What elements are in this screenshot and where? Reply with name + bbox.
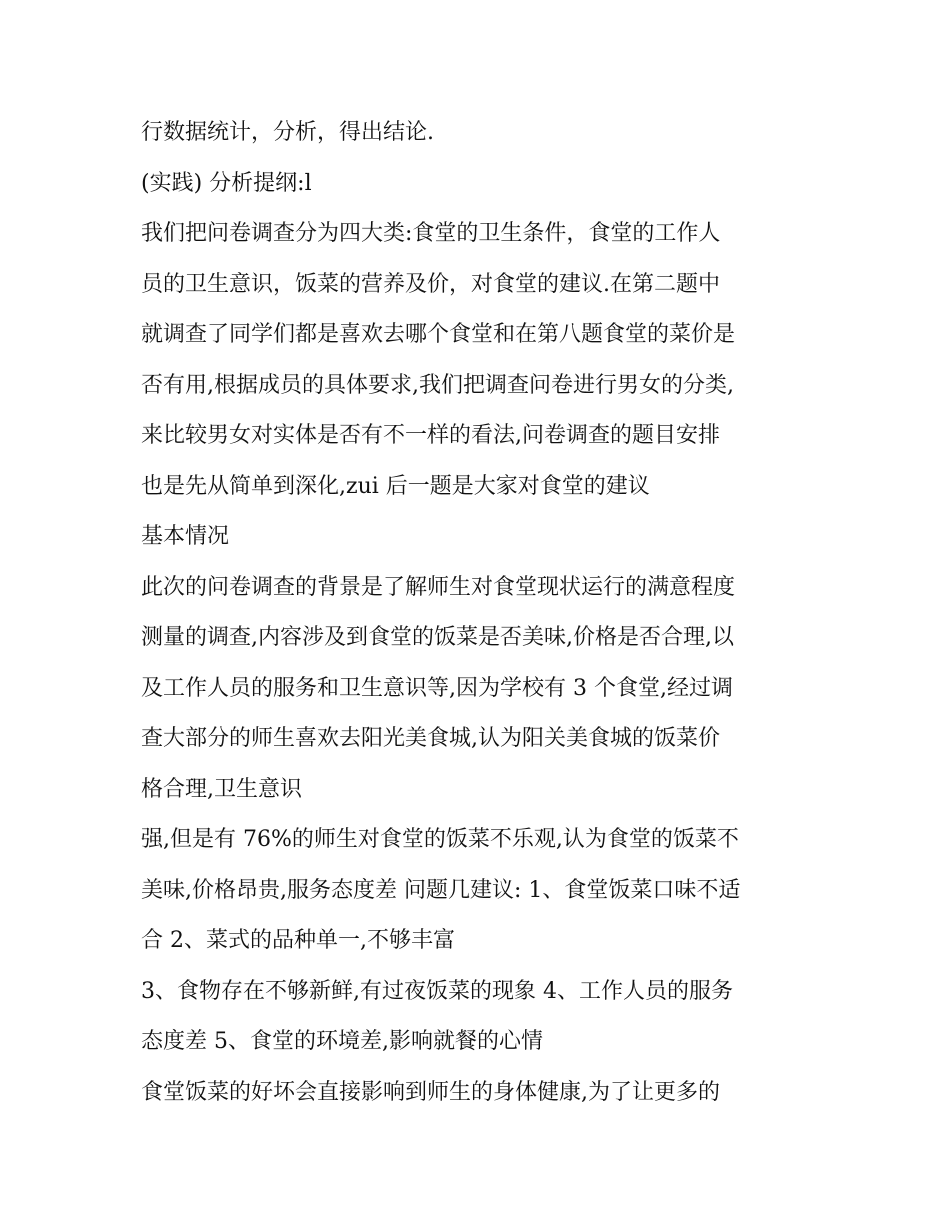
text-line: 3、食物存在不够新鲜,有过夜饭菜的现象 4、工作人员的服务	[141, 978, 733, 1004]
text-line: 此次的问卷调查的背景是了解师生对食堂现状运行的满意程度	[141, 574, 736, 600]
text-line: 否有用,根据成员的具体要求,我们把调查问卷进行男女的分类,	[141, 372, 734, 398]
text-line: 来比较男女对实体是否有不一样的看法,问卷调查的题目安排	[141, 423, 720, 448]
text-line: 态度差 5、食堂的环境差,影响就餐的心情	[141, 1029, 543, 1054]
section-heading: 基本情况	[141, 524, 230, 549]
text-line: 就调查了同学们都是喜欢去哪个食堂和在第八题食堂的菜价是	[141, 322, 736, 347]
document-body	[141, 108, 831, 1118]
text-line: 格合理,卫生意识	[141, 776, 302, 802]
text-line: 测量的调查,内容涉及到食堂的饭菜是否美味,价格是否合理,以	[141, 625, 734, 650]
text-line: 强,但是有 76%的师生对食堂的饭菜不乐观,认为食堂的饭菜不	[141, 827, 739, 852]
text-line: 合 2、菜式的品种单一,不够丰富	[141, 928, 455, 953]
text-line: 查大部分的师生喜欢去阳光美食城,认为阳关美食城的饭菜价	[141, 726, 720, 751]
text-line: (实践) 分析提纲:l	[141, 170, 312, 196]
text-line: 员的卫生意识，饭菜的营养及价，对食堂的建议.在第二题中	[141, 271, 720, 297]
text-line: 我们把问卷调查分为四大类:食堂的卫生条件，食堂的工作人	[141, 221, 721, 246]
text-line: 行数据统计，分析，得出结论.	[141, 120, 434, 145]
text-line: 也是先从简单到深化,zui 后一题是大家对食堂的建议	[141, 473, 650, 499]
text-line: 食堂饭菜的好坏会直接影响到师生的身体健康,为了让更多的	[141, 1079, 720, 1105]
text-line: 美味,价格昂贵,服务态度差 问题几建议: 1、食堂饭菜口味不适	[141, 877, 741, 903]
text-line: 及工作人员的服务和卫生意识等,因为学校有 3 个食堂,经过调	[141, 675, 733, 701]
